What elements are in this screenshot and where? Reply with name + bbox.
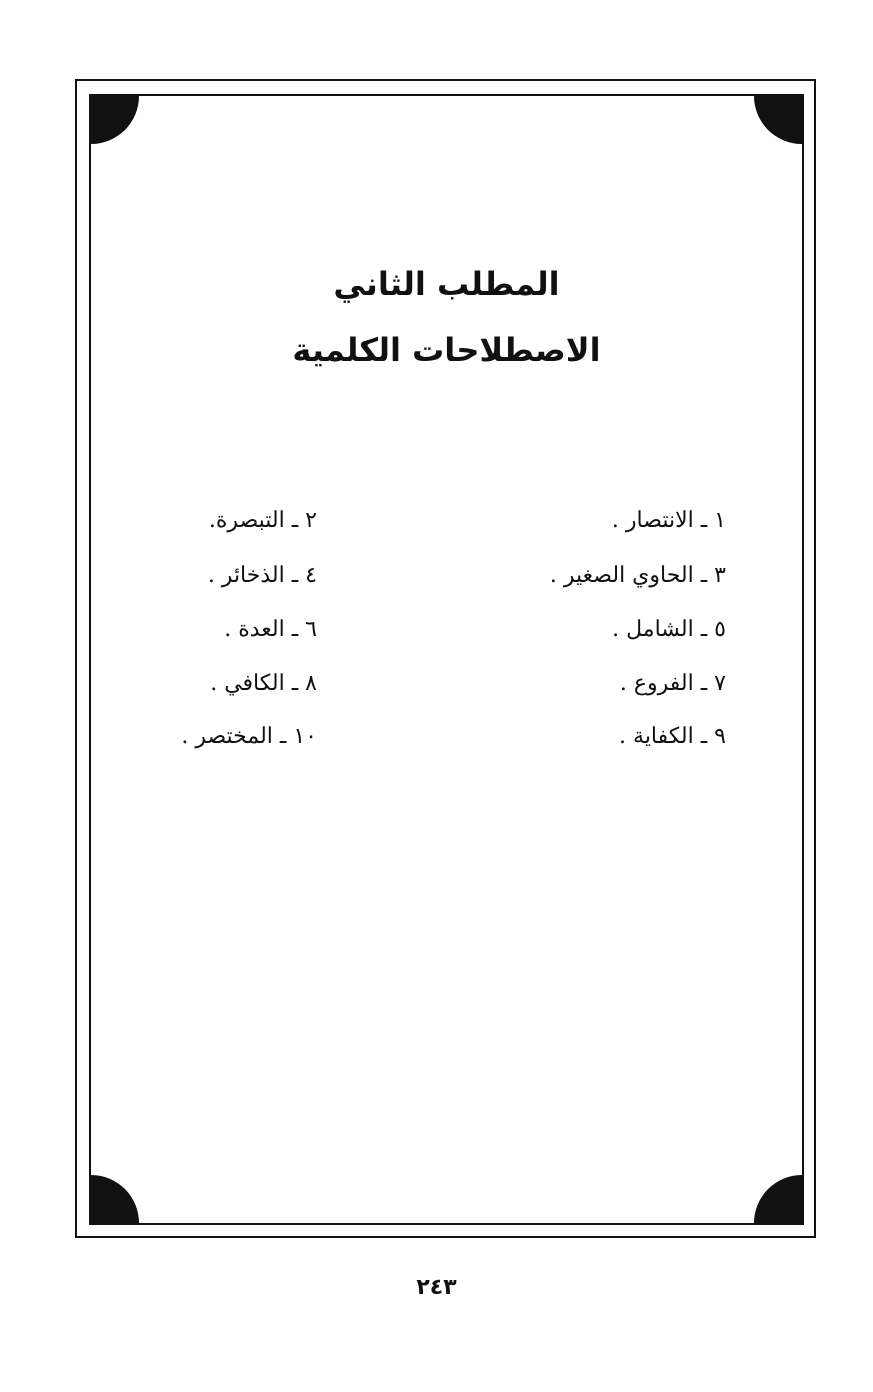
page-number: ٢٤٣ (416, 1275, 457, 1300)
term-item: ٣ ـ الحاوي الصغير . (549, 563, 726, 588)
term-item: ٨ ـ الكافي . (210, 671, 317, 696)
term-item: ٧ ـ الفروع . (619, 671, 726, 696)
term-item: ٩ ـ الكفاية . (619, 724, 726, 749)
term-item: ٤ ـ الذخائر . (207, 563, 317, 588)
corner-ornament-top-right (754, 96, 802, 144)
term-item: ٦ ـ العدة . (224, 617, 317, 642)
term-item: ٥ ـ الشامل . (612, 617, 726, 642)
section-heading: المطلب الثاني (333, 265, 560, 303)
term-item: ١٠ ـ المختصر . (181, 724, 317, 749)
section-title: الاصطلاحات الكلمية (292, 331, 601, 369)
corner-ornament-top-left (91, 96, 139, 144)
corner-ornament-bottom-left (91, 1175, 139, 1223)
term-item: ٢ ـ التبصرة. (208, 508, 317, 533)
corner-ornament-bottom-right (754, 1175, 802, 1223)
term-item: ١ ـ الانتصار . (611, 508, 726, 533)
